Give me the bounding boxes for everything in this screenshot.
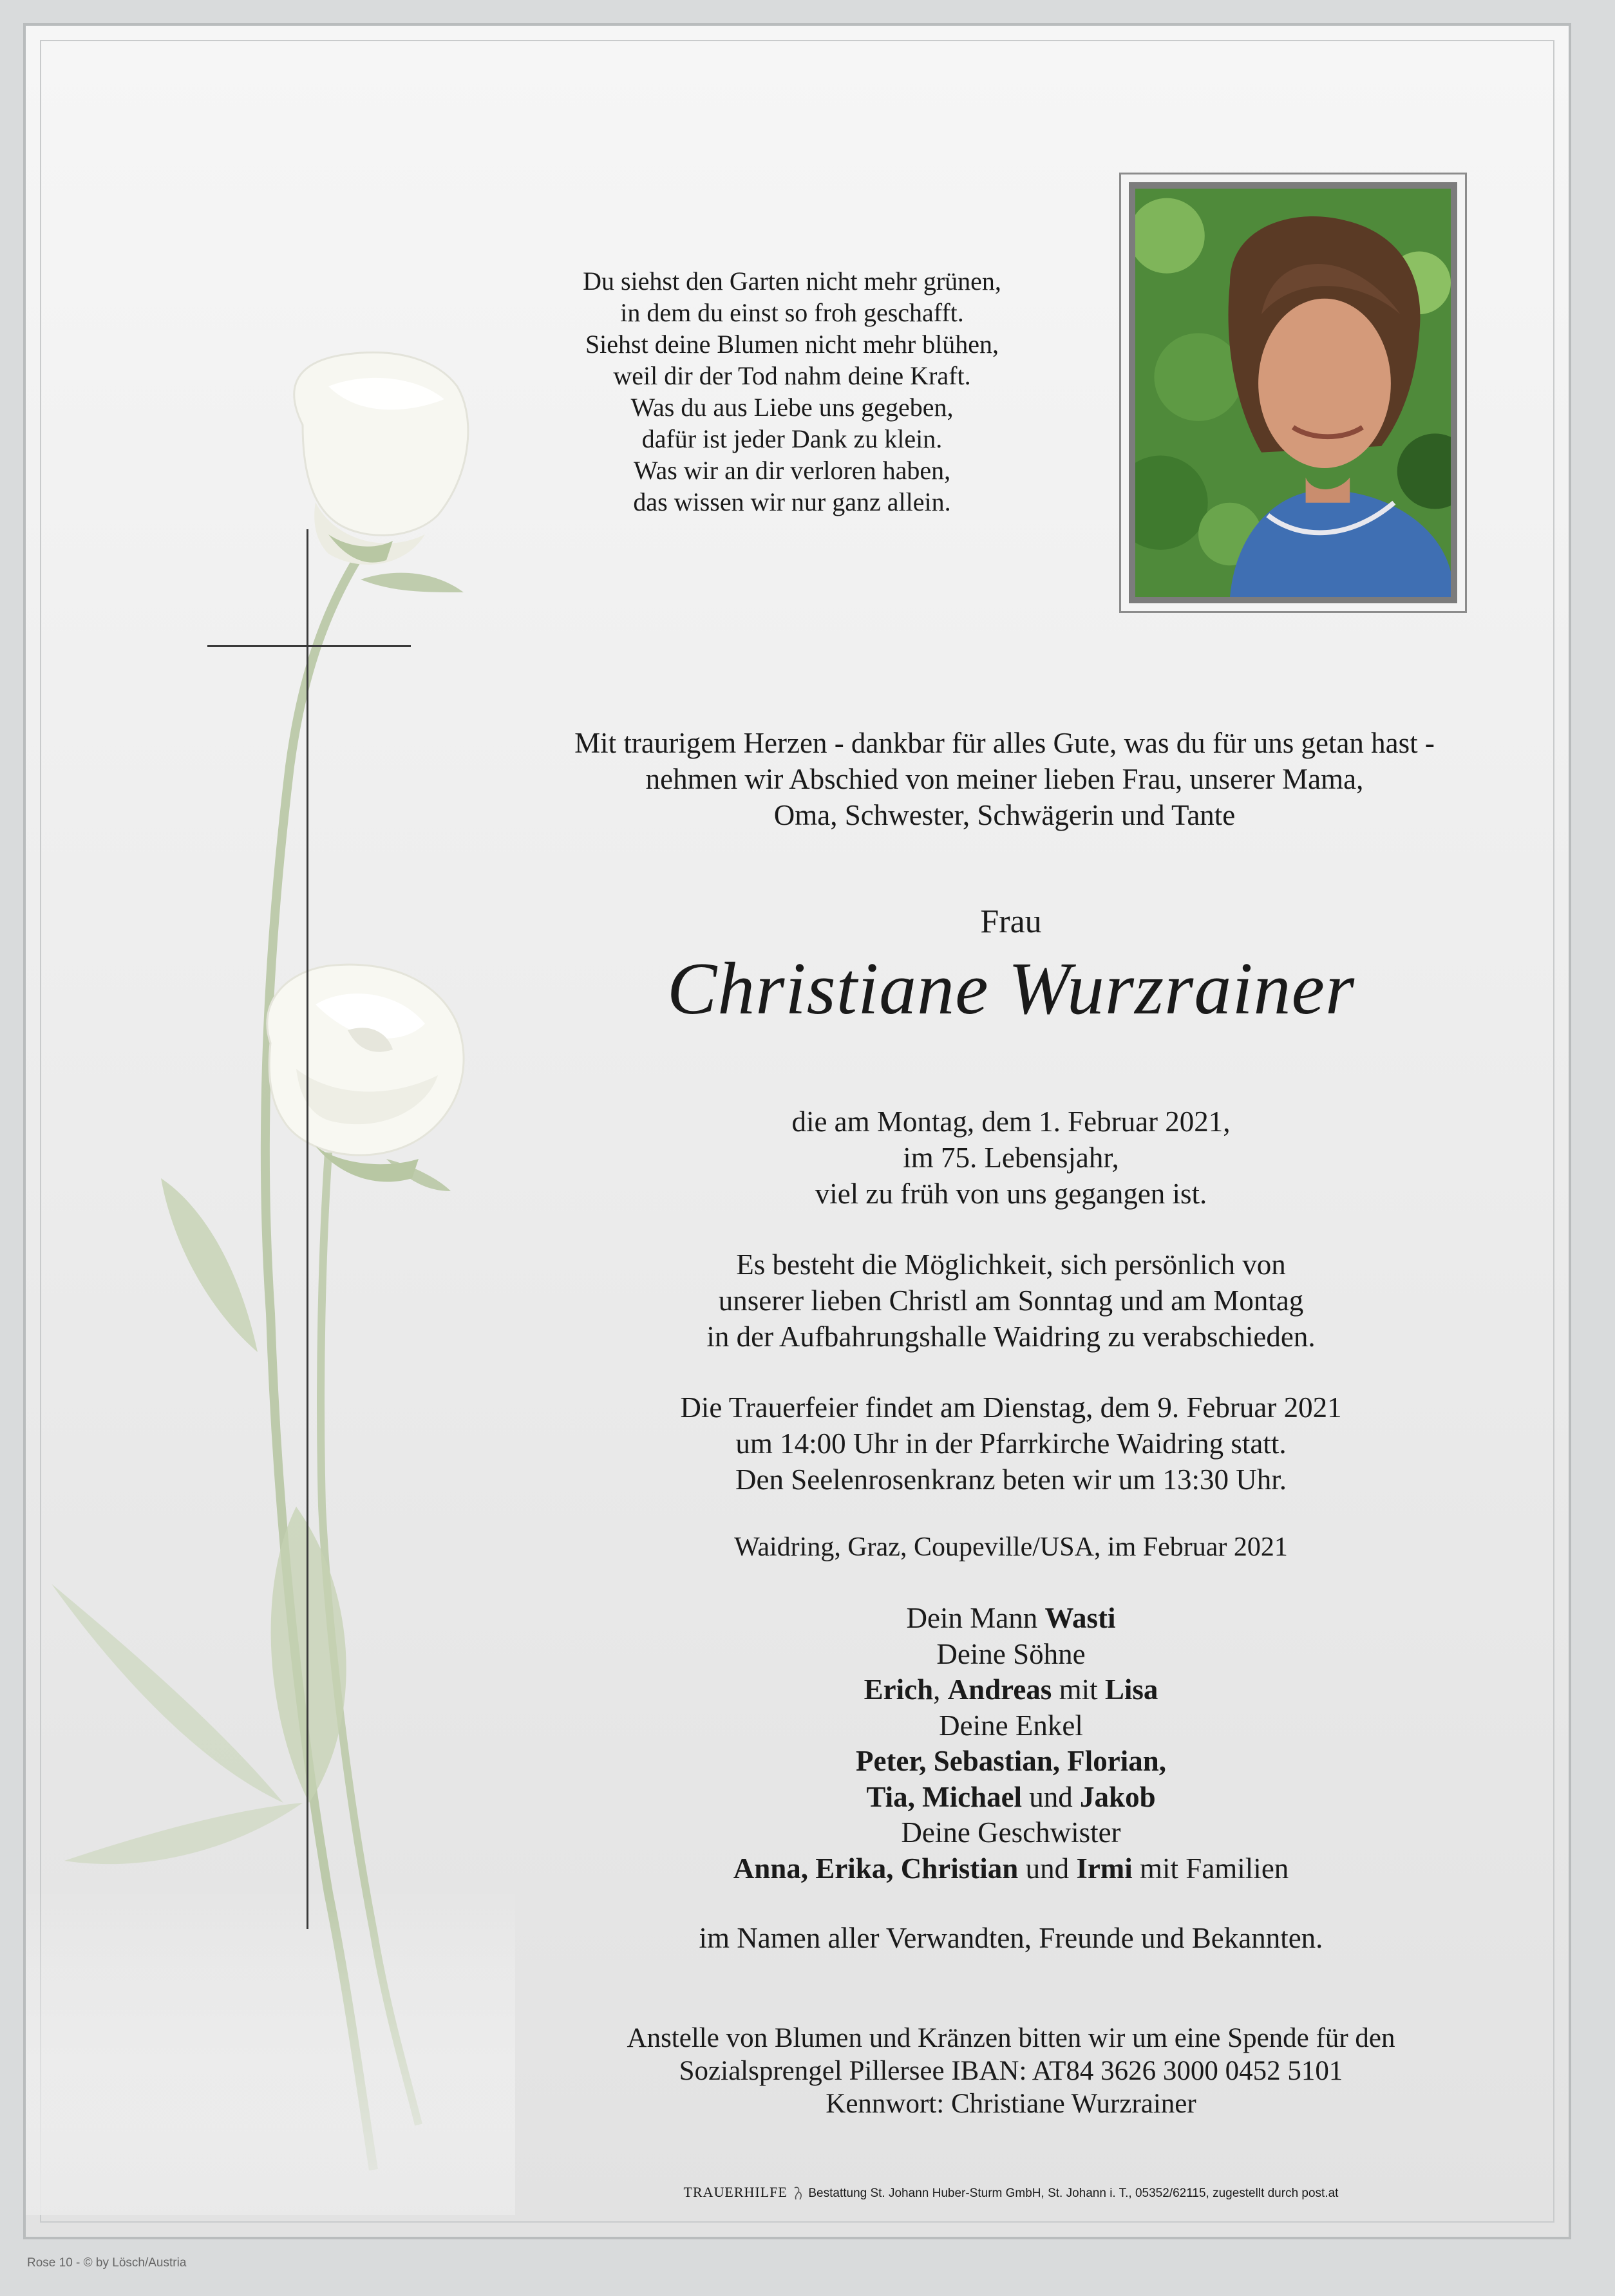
poem-line: Was du aus Liebe uns gegeben, bbox=[630, 393, 954, 422]
grandchildren-line bbox=[554, 1780, 1468, 1816]
grandchildren-line bbox=[554, 1744, 1468, 1780]
siblings-label: Deine Geschwister bbox=[901, 1816, 1121, 1849]
poem-line: Du siehst den Garten nicht mehr grünen, bbox=[583, 267, 1001, 296]
deceased-name: Christiane Wurzrainer bbox=[666, 948, 1355, 1030]
donation-line: Sozialsprengel Pillersee IBAN: AT84 3626 3000 0452 5101 bbox=[679, 2056, 1343, 2086]
intro-line: Mit traurigem Herzen - dankbar für alles Gute, was du für uns getan hast - bbox=[574, 727, 1435, 759]
closing-line: im Namen aller Verwandten, Freunde und Bekannten. bbox=[699, 1922, 1323, 1954]
salutation: Frau bbox=[980, 903, 1042, 940]
details-line: im 75. Lebensjahr, bbox=[903, 1142, 1119, 1174]
son-name: Erich bbox=[864, 1673, 934, 1706]
funeral-line: Die Trauerfeier findet am Dienstag, dem 9. Februar 2021 bbox=[680, 1391, 1342, 1424]
intro-line: nehmen wir Abschied von meiner lieben Frau, unserer Mama, bbox=[645, 763, 1364, 795]
funeral-line: Den Seelenrosenkranz beten wir um 13:30 Uhr. bbox=[735, 1463, 1287, 1496]
families-suffix: mit Familien bbox=[1132, 1852, 1289, 1885]
trauerhilfe-logo-icon bbox=[791, 2185, 805, 2202]
mourner-line-sons bbox=[554, 1672, 1468, 1708]
poem-line: dafür ist jeder Dank zu klein. bbox=[641, 424, 943, 453]
grandchildren-names: Tia, Michael bbox=[866, 1780, 1023, 1813]
donation-request bbox=[554, 2022, 1468, 2120]
place-and-date: Waidring, Graz, Coupeville/USA, im Februar 2021 bbox=[734, 1532, 1288, 1562]
footer-brand: TRAUERHILFE bbox=[683, 2184, 788, 2200]
siblings-line bbox=[554, 1851, 1468, 1887]
poem-line: weil dir der Tod nahm deine Kraft. bbox=[613, 361, 971, 390]
grandchildren-label: Deine Enkel bbox=[939, 1709, 1083, 1742]
viewing-line: Es besteht die Möglichkeit, sich persönlich von bbox=[736, 1248, 1286, 1281]
footer bbox=[644, 2184, 1378, 2202]
viewing-info bbox=[554, 1247, 1468, 1355]
son-name: Andreas bbox=[947, 1673, 1052, 1706]
poem-line: Was wir an dir verloren haben, bbox=[633, 456, 951, 485]
portrait-photo bbox=[1129, 182, 1457, 603]
intro-text bbox=[515, 725, 1494, 833]
portrait-photo-frame bbox=[1119, 173, 1467, 613]
cross-horizontal-bar bbox=[207, 645, 411, 647]
cross-vertical-bar bbox=[307, 529, 308, 1929]
design-credit: Rose 10 - © by Lösch/Austria bbox=[27, 2256, 187, 2270]
grandchild-name: Jakob bbox=[1080, 1780, 1156, 1813]
details-line: viel zu früh von uns gegangen ist. bbox=[815, 1178, 1207, 1210]
intro-line: Oma, Schwester, Schwägerin und Tante bbox=[773, 799, 1236, 831]
death-details bbox=[554, 1104, 1468, 1212]
sons-label: Deine Söhne bbox=[936, 1637, 1086, 1670]
viewing-line: in der Aufbahrungshalle Waidring zu verabschieden. bbox=[706, 1321, 1316, 1353]
poem-line: in dem du einst so froh geschafft. bbox=[620, 298, 964, 327]
grandchildren-names: Peter, Sebastian, Florian, bbox=[855, 1745, 1167, 1777]
footer-company: Bestattung St. Johann Huber-Sturm GmbH, St. Johann i. T., 05352/62115, zugestellt durch post.at bbox=[808, 2187, 1339, 2200]
poem-line: Siehst deine Blumen nicht mehr blühen, bbox=[585, 330, 999, 359]
connector-text: mit bbox=[1052, 1673, 1105, 1706]
sibling-names: Anna, Erika, Christian bbox=[733, 1852, 1019, 1885]
portrait-image bbox=[1135, 189, 1451, 597]
details-line: die am Montag, dem 1. Februar 2021, bbox=[791, 1106, 1231, 1138]
mourner-line-husband bbox=[554, 1601, 1468, 1637]
viewing-line: unserer lieben Christl am Sonntag und am Montag bbox=[718, 1284, 1304, 1317]
husband-label: Dein Mann bbox=[906, 1602, 1045, 1634]
daughter-in-law-name: Lisa bbox=[1104, 1673, 1158, 1706]
sibling-name: Irmi bbox=[1076, 1852, 1133, 1885]
connector-text: und bbox=[1018, 1852, 1077, 1885]
poem-line: das wissen wir nur ganz allein. bbox=[633, 487, 951, 516]
funeral-line: um 14:00 Uhr in der Pfarrkirche Waidring statt. bbox=[735, 1427, 1287, 1460]
poem bbox=[489, 265, 1095, 518]
funeral-info bbox=[554, 1389, 1468, 1498]
mourners-list bbox=[554, 1601, 1468, 1887]
separator: , bbox=[933, 1673, 948, 1706]
white-roses-illustration bbox=[26, 26, 515, 2215]
donation-line: Anstelle von Blumen und Kränzen bitten wir um eine Spende für den bbox=[627, 2023, 1395, 2053]
donation-line: Kennwort: Christiane Wurzrainer bbox=[826, 2089, 1196, 2119]
connector-text: und bbox=[1022, 1780, 1081, 1813]
husband-name: Wasti bbox=[1044, 1602, 1116, 1634]
